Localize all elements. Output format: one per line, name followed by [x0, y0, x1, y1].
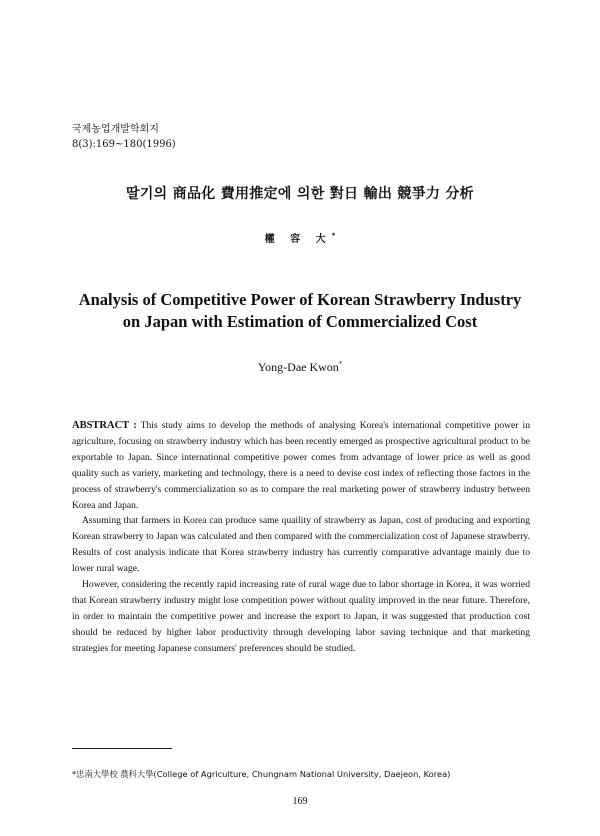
english-author-line	[0, 360, 600, 375]
page-number: 169	[292, 796, 308, 807]
abstract-paragraph-1-text: This study aims to develop the methods of analysing Korea's international competitive power in agriculture, focusing on strawberry industry which has been recently emerged as prospective agricultural product to be exportable to Japan. Since international competitive power comes from advantage of lower price as well as good quality such as variety, marketing and technology, there is a need to devise cost index of reflecting those factors in the process of strawberry's commercialization so as to compare the real marketing power of strawberry industry between Korea and Japan.	[72, 420, 531, 511]
english-title-line-2: on Japan with Estimation of Commercialized Cost	[122, 312, 478, 331]
journal-name: 국제농업개발학회지	[72, 124, 159, 135]
footnote-affiliation: *忠南大學校 農科大學(College of Agriculture, Chungnam National University, Daejeon, Korea)	[72, 769, 451, 779]
abstract-paragraph-2: Assuming that farmers in Korea can produce same quaility of strawberry as Japan, cost of producing and exporting Korean strawberry to Japan was calculated and then compared with the commercialization cost of Japanese strawberry. Results of cost analysis indicate that Korea strawberry industry has currently comparative advantage mainly due to lower rural wage.	[72, 515, 530, 575]
abstract	[72, 418, 530, 657]
footnote-divider	[72, 748, 172, 749]
abstract-paragraph-1	[72, 418, 530, 513]
abstract-label: ABSTRACT :	[72, 420, 137, 431]
journal-header	[72, 122, 176, 152]
journal-citation: 8(3):169~180(1996)	[72, 139, 176, 150]
english-title-line-1: Analysis of Competitive Power of Korean Strawberry Industry	[78, 290, 522, 309]
abstract-paragraph-3: However, considering the recently rapid increasing rate of rural wage due to labor shortage in Korea, it was worried that Korean strawberry industry might lose competition power without quality improved in the near future. Therefore, in order to maintain the competitive power and increase the export to Japan, it was suggested that production cost should be reduced by higher labor productivity through developing labor saving technique and that marketing strategies for meeting Japanese consumers' preferences should be studied.	[72, 579, 530, 654]
english-title	[0, 289, 600, 333]
korean-author-line	[0, 230, 600, 245]
korean-author: 權 容 大	[264, 234, 332, 245]
korean-title: 딸기의 商品化 費用推定에 의한 對日 輸出 競爭力 分析	[126, 186, 474, 202]
korean-author-mark: *	[331, 231, 336, 240]
english-author: Yong-Dae Kwon	[257, 360, 339, 374]
english-author-mark: *	[338, 360, 343, 368]
